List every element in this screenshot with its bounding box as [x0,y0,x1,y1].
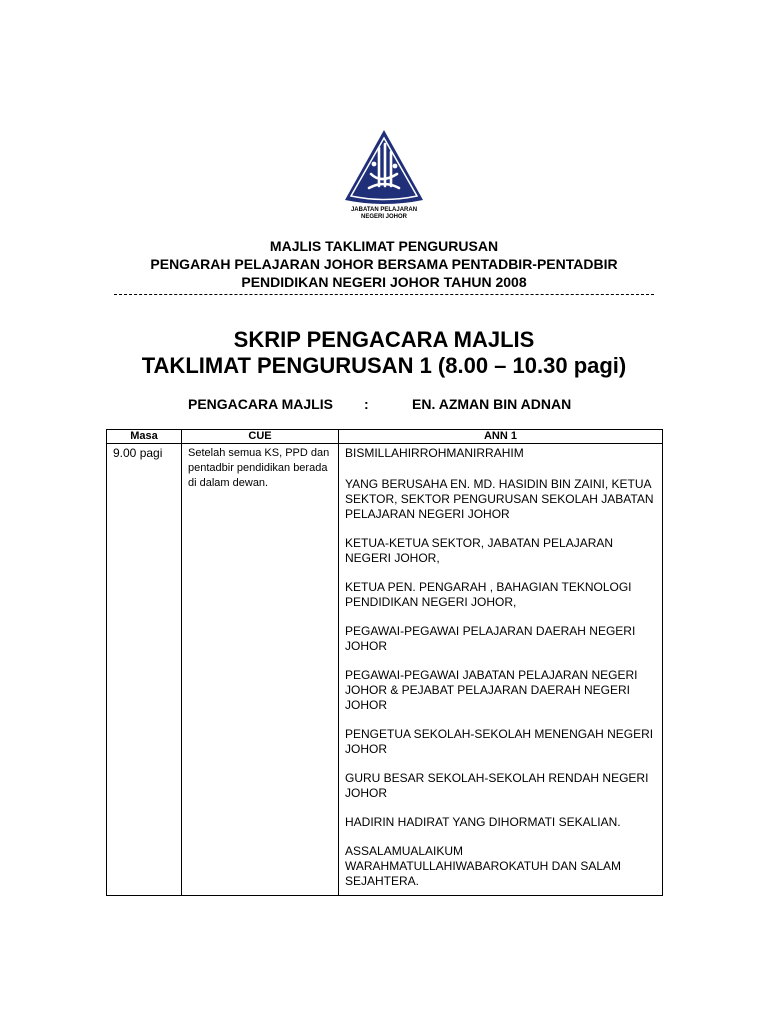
ann-line: ASSALAMUALAIKUM WARAHMATULLAHIWABAROKATUH DAN SALAM SEJAHTERA. [345,844,622,888]
emcee-separator: : [364,396,369,412]
emcee-label: PENGACARA MAJLIS [188,396,333,412]
ann-line: PEGAWAI-PEGAWAI PELAJARAN DAERAH NEGERI JOHOR [345,624,636,653]
ann-line: GURU BESAR SEKOLAH-SEKOLAH RENDAH NEGERI JOHOR [345,771,649,800]
emblem-icon [341,128,427,220]
cell-ann [339,444,663,896]
title-line-1: SKRIP PENGACARA MAJLIS [233,327,535,352]
ann-line: KETUA-KETUA SEKTOR, JABATAN PELAJARAN NEGERI JOHOR, [345,536,614,565]
header-cue: CUE [182,430,339,444]
ann-line: PEGAWAI-PEGAWAI JABATAN PELAJARAN NEGERI JOHOR & PEJABAT PELAJARAN DAERAH NEGERI JOHOR [345,668,638,712]
header-ann: ANN 1 [339,430,663,444]
table-row [107,444,663,896]
header-line-2: PENGARAH PELAJARAN JOHOR BERSAMA PENTADBIR-PENTADBIR [150,256,618,272]
cell-cue: Setelah semua KS, PPD dan pentadbir pendidikan berada di dalam dewan. [182,444,339,896]
script-table [106,429,663,896]
header-masa: Masa [107,430,182,444]
ann-line: YANG BERUSAHA EN. MD. HASIDIN BIN ZAINI, KETUA SEKTOR, SEKTOR PENGURUSAN SEKOLAH JABATAN PELAJARAN NEGERI JOHOR [345,477,654,521]
ann-line: HADIRIN HADIRAT YANG DIHORMATI SEKALIAN. [345,815,621,829]
ann-line: BISMILLAHIRROHMANIRRAHIM [345,446,524,460]
cell-masa: 9.00 pagi [107,444,182,896]
title-line-2: TAKLIMAT PENGURUSAN 1 (8.00 – 10.30 pagi) [141,353,627,378]
dashed-divider [114,294,654,295]
logo-text-line1: JABATAN PELAJARAN [350,207,418,213]
jpn-johor-logo [341,128,427,220]
ann-line: PENGETUA SEKOLAH-SEKOLAH MENENGAH NEGERI JOHOR [345,727,654,756]
emcee-name: EN. AZMAN BIN ADNAN [412,396,572,412]
ann-line: KETUA PEN. PENGARAH , BAHAGIAN TEKNOLOGI PENDIDIKAN NEGERI JOHOR, [345,580,632,609]
logo-text-line2: NEGERI JOHOR [360,214,408,220]
header-line-1: MAJLIS TAKLIMAT PENGURUSAN [269,238,499,254]
table-header-row [107,430,663,444]
header-line-3: PENDIDIKAN NEGERI JOHOR TAHUN 2008 [241,274,527,290]
